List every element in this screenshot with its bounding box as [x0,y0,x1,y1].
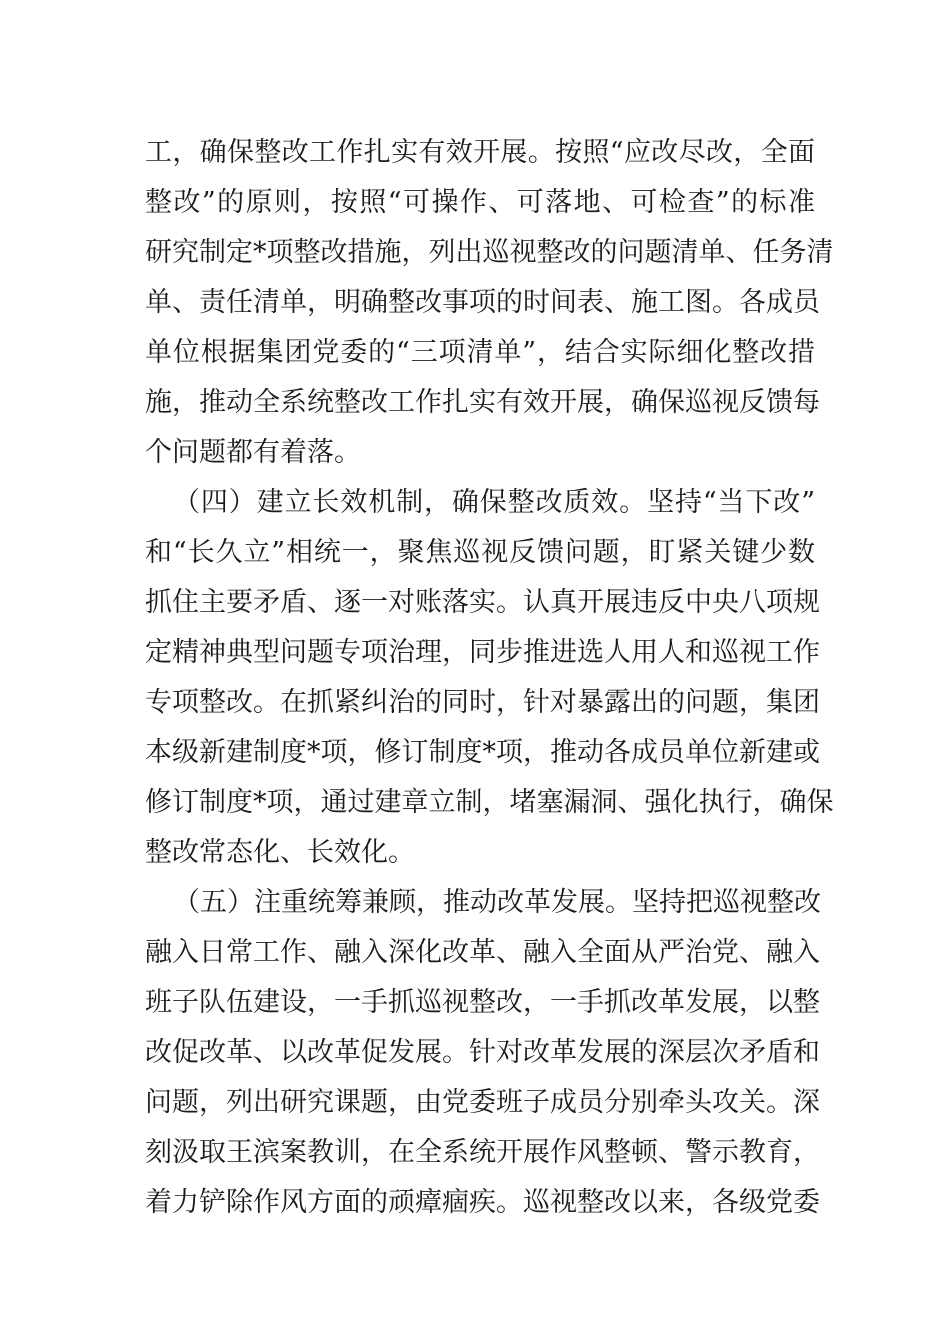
paragraph-line: 刻汲取王滨案教训，在全系统开展作风整顿、警示教育， [145,1137,820,1168]
paragraph-line: 施，推动全系统整改工作扎实有效开展，确保巡视反馈每 [145,387,820,418]
paragraph-line: 专项整改。在抓紧纠治的同时，针对暴露出的问题，集团 [145,687,820,718]
paragraph-line: 研究制定*项整改措施，列出巡视整改的问题清单、任务清 [145,237,834,268]
paragraph-line: 改促改革、以改革促发展。针对改革发展的深层次矛盾和 [145,1037,820,1068]
paragraph-line: 问题，列出研究课题，由党委班子成员分别牵头攻关。深 [145,1087,820,1118]
paragraph-line: 单位根据集团党委的“三项清单”，结合实际细化整改措 [145,337,815,368]
paragraph-line: 本级新建制度*项，修订制度*项，推动各成员单位新建或 [145,737,820,768]
paragraph-line: 个问题都有着落。 [145,437,361,468]
paragraph-line: 和“长久立”相统一，聚焦巡视反馈问题，盯紧关键少数 [145,537,815,568]
section-heading-line: （四）建立长效机制，确保整改质效。坚持“当下改” [173,487,815,518]
paragraph-line: 班子队伍建设，一手抓巡视整改，一手抓改革发展，以整 [145,987,820,1018]
paragraph-line: 抓住主要矛盾、逐一对账落实。认真开展违反中央八项规 [145,587,820,618]
paragraph-line: 着力铲除作风方面的顽瘴痼疾。巡视整改以来，各级党委 [145,1187,820,1218]
section-heading-line: （五）注重统筹兼顾，推动改革发展。坚持把巡视整改 [173,887,821,918]
paragraph-line: 融入日常工作、融入深化改革、融入全面从严治党、融入 [145,937,820,968]
paragraph-line: 整改常态化、长效化。 [145,837,415,868]
paragraph-line: 单、责任清单，明确整改事项的时间表、施工图。各成员 [145,287,820,318]
paragraph-line: 工，确保整改工作扎实有效开展。按照“应改尽改，全面 [145,137,815,168]
paragraph-line: 整改”的原则，按照“可操作、可落地、可检查”的标准 [145,187,815,218]
paragraph-line: 修订制度*项，通过建章立制，堵塞漏洞、强化执行，确保 [145,787,834,818]
paragraph-line: 定精神典型问题专项治理，同步推进选人用人和巡视工作 [145,637,820,668]
